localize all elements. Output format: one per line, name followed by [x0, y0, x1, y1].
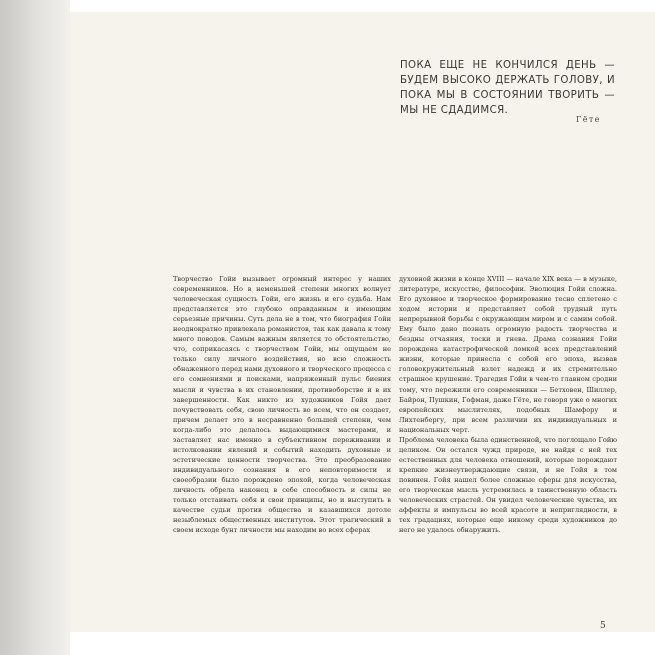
text-column-right	[399, 274, 617, 535]
paragraph: Творчество Гойи вызывает огромный интерес у наших современников. Но в неменьшей степени многих волнует человеческая сущность Гойи, его жизнь и его судьба. Нам представляется это глубоко оправданным и имеющим серьезные причины. Суть дела не в том, что биография Гойи неоднократно привлекала романистов, так как давала к тому много поводов. Самым важным является то обстоятельство, что, соприкасаясь с творчеством Гойи, мы ощущаем не только силу личного воздействия, но всю сложность обнаженного перед нами духовного и творческого процесса с его сомнениями и поисками, напряженный пульс биения мысли и чувства в их становлении, противоборстве и в их завершенности. Как никто из художников Гойя дает почувствовать себя, свою личность во всем, что он создает, причем делает это в несравненно большей степени, чем когда-либо это делалось выдающимися мастерами, и заставляет нас именно в субъективном переживании и истолковании явлений и событий находить духовные и эстетические ценности творчества. Это преобразование индивидуального сознания в его неповторимости и своеобразии было порождено эпохой, когда человеческая личность обрела наконец в себе способность и силы не только отстаивать себя и свои принципы, но и выступить в качестве судьи против общества и казавшихся дотоле незыблемых общественных институтов. Этот трагический в своем исходе бунт личности мы находим во всех сферах	[173, 275, 391, 535]
page-number: 5	[600, 621, 606, 631]
scan-binding-shadow	[0, 0, 70, 655]
paragraph: Проблема человека была единственной, что поглощало Гойю целиком. Он остался чужд природе, не найдя с ней тех естественных для человека отношений, которые порождают крепкие жизнеутверждающие связи, и не Гойя в том повинен. Гойя нашел более сложные сферы для искусства, его творческая мысль устремилась в таинственную область человеческих страстей. Он увидел человеческие чувства, их аффекты и импульсы во всей красоте и неприглядности, в тех градациях, которые еще никому среди художников до него не удалось обнаружить.	[399, 435, 617, 535]
text-column-left	[173, 274, 391, 535]
epigraph-quote: ПОКА ЕЩЕ НЕ КОНЧИЛСЯ ДЕНЬ — БУДЕМ ВЫСОКО ДЕРЖАТЬ ГОЛОВУ, И ПОКА МЫ В СОСТОЯНИИ ТВОРИТЬ — МЫ НЕ СДАДИМСЯ.	[400, 60, 615, 116]
paragraph: духовной жизни в конце XVIII — начале XIX века — в музыке, литературе, искусстве, философии. Эволюция Гойи сложна. Его духовное и творческое формирование тесно сплетено с ходом истории и представляет собой трудный путь непрерывной борьбы с окружающим миром и с самим собой. Ему было дано познать огромную радость творчества и бездны отчаяния, тоски и гнева. Драма сознания Гойи порождена катастрофической ломкой всех представлений жизни, которые принесла с собой его эпоха, вызвав головокружительный взлет надежд и их стремительно страшное крушение. Трагедия Гойи в чем-то главном сродни тому, что пережили его современники — Бетховен, Шиллер, Байрон, Пушкин, Гофман, даже Гёте, не говоря уже о многих европейских мыслителях, подобных Шамфору и Лихтенбергу, при всем различии их индивидуальных и национальных черт.	[399, 275, 617, 434]
epigraph-author: Гёте	[576, 115, 601, 124]
book-page	[70, 12, 655, 632]
